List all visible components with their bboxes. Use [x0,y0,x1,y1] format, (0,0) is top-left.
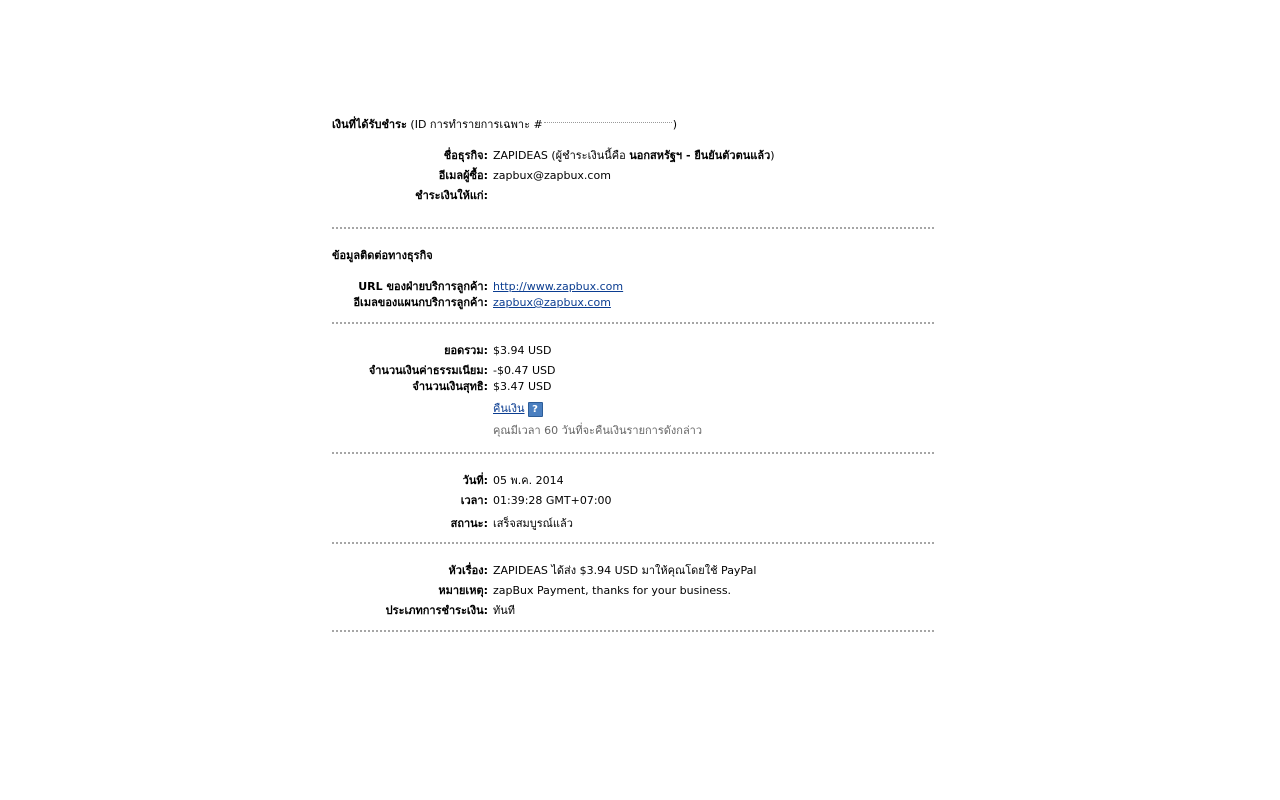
business-note-prefix: (ผู้ชำระเงินนี้คือ [551,149,630,162]
section-divider [332,322,934,324]
customer-service-email-row [332,295,934,311]
business-section [332,148,934,204]
note-row [332,583,934,599]
subject-row [332,563,934,579]
help-icon[interactable]: ? [528,402,543,417]
fee-label: จำนวนเงินค่าธรรมเนียม: [368,364,488,377]
payment-type-label: ประเภทการชำระเงิน: [385,604,488,617]
pay-to-row [332,188,934,204]
total-label: ยอดรวม: [444,344,488,357]
business-name-value [493,148,775,164]
payment-type-value: ทันที [493,604,516,617]
customer-service-email-label: อีเมลของแผนกบริการลูกค้า: [353,296,488,309]
buyer-email-value: zapbux@zapbux.com [493,169,611,182]
refund-note-row [332,423,934,439]
business-name-label: ชื่อธุรกิจ: [443,149,488,162]
business-name-row [332,148,934,164]
customer-service-url-row [332,279,934,295]
date-row [332,473,934,489]
time-value: 01:39:28 GMT+07:00 [493,494,612,507]
net-label: จำนวนเงินสุทธิ: [412,380,488,393]
status-value: เสร็จสมบูรณ์แล้ว [493,517,573,530]
customer-service-url-label: URL ของฝ่ายบริการลูกค้า: [358,280,488,293]
customer-service-email-link[interactable]: zapbux@zapbux.com [493,296,611,309]
heading-close-paren: ) [672,118,677,131]
details-section [332,473,934,532]
business-name-text: ZAPIDEAS [493,149,548,162]
section-divider [332,452,934,454]
section-divider [332,630,934,632]
business-note-suffix: ) [770,149,775,162]
contact-section [332,279,934,311]
buyer-email-label: อีเมลผู้ซื้อ: [438,169,488,182]
transaction-heading [332,118,934,132]
refund-row [332,401,934,417]
payment-type-row [332,603,934,619]
date-label: วันที่: [462,474,488,487]
pay-to-label: ชำระเงินให้แก่: [415,189,488,202]
business-verified-status: นอกสหรัฐฯ - ยืนยันตัวตนแล้ว [629,149,771,162]
status-label: สถานะ: [450,517,488,530]
note-value: zapBux Payment, thanks for your business. [493,584,732,597]
heading-title: เงินที่ได้รับชำระ [332,118,407,131]
subject-label: หัวเรื่อง: [448,564,488,577]
refund-note: คุณมีเวลา 60 วันที่จะคืนเงินรายการดังกล่าว [493,424,703,437]
subject-value: ZAPIDEAS ได้ส่ง $3.94 USD มาให้คุณโดยใช้ PayPal [493,564,757,577]
fee-row [332,363,934,379]
net-value: $3.47 USD [493,380,552,393]
section-divider [332,542,934,544]
date-value: 05 พ.ค. 2014 [493,474,564,487]
net-row [332,379,934,395]
total-value: $3.94 USD [493,344,552,357]
heading-transaction-id-label: (ID การทำรายการเฉพาะ # [406,118,543,131]
contact-section-title: ข้อมูลติดต่อทางธุรกิจ [332,249,433,262]
total-row [332,343,934,359]
note-label: หมายเหตุ: [438,584,488,597]
section-divider [332,227,934,229]
time-row [332,493,934,509]
amounts-section [332,343,934,439]
status-row [332,516,934,532]
buyer-email-row [332,168,934,184]
message-section [332,563,934,619]
fee-value: -$0.47 USD [493,364,556,377]
customer-service-url-link[interactable]: http://www.zapbux.com [493,280,624,293]
refund-link[interactable]: คืนเงิน [493,402,525,415]
time-label: เวลา: [460,494,488,507]
redacted-transaction-id [544,122,672,129]
